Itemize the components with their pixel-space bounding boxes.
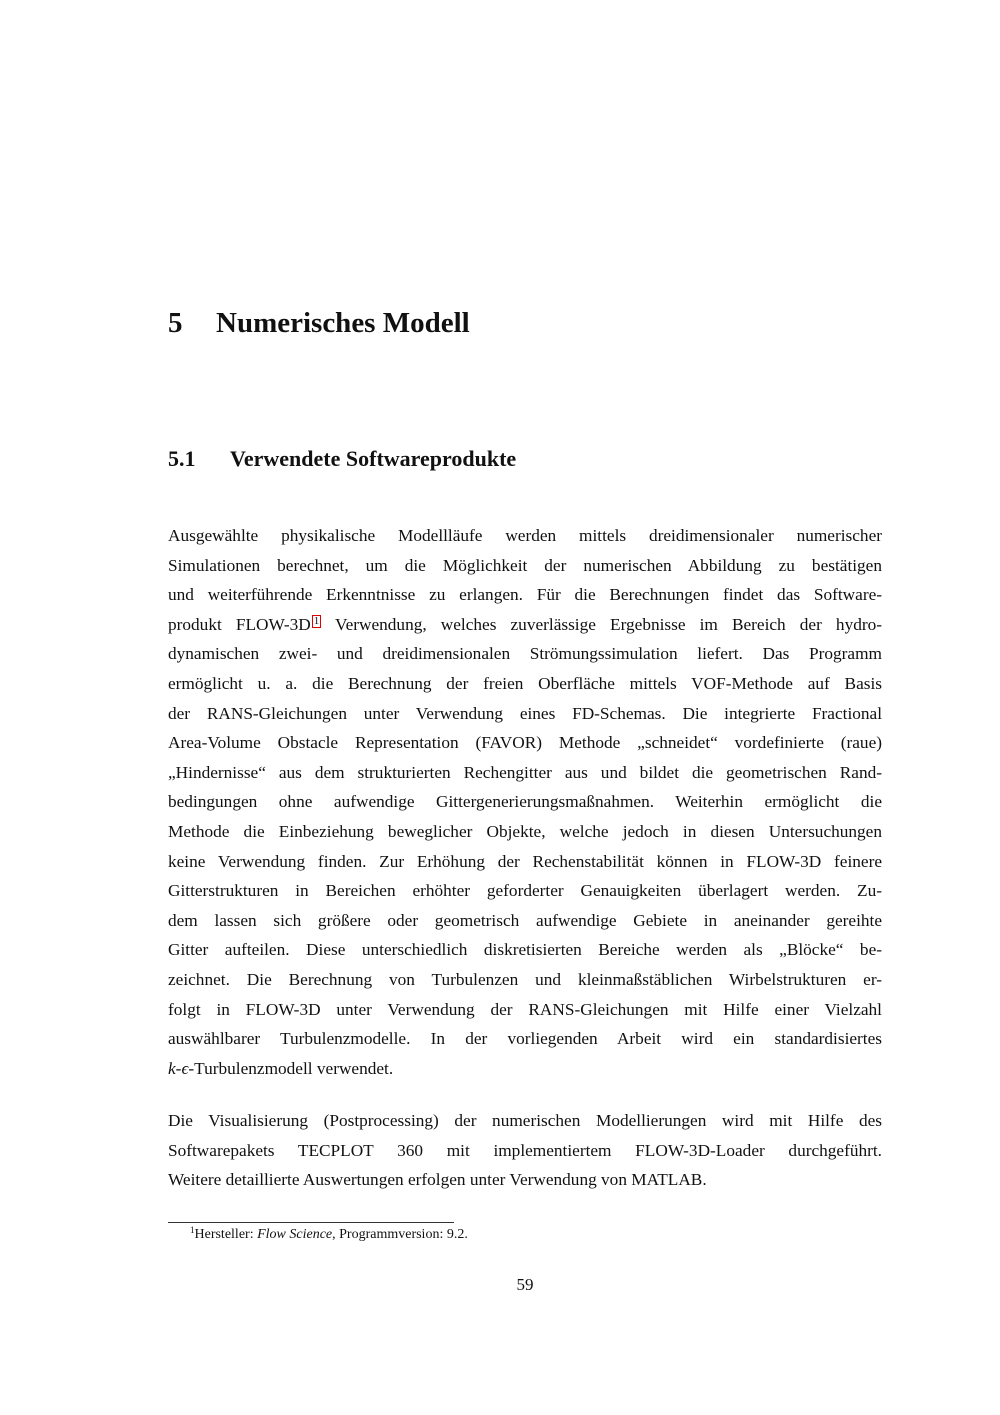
text-line: Simulationen berechnet, um die Möglichkeit der numerischen Abbildung zu bestätigen <box>168 555 882 575</box>
section-heading <box>168 443 516 475</box>
text-segment: -Turbulenzmodell verwendet. <box>188 1058 394 1078</box>
math-hyphen: - <box>175 1058 182 1078</box>
chapter-title: Numerisches Modell <box>216 307 470 339</box>
page-number: 59 <box>516 1275 534 1294</box>
math-symbol-epsilon: ϵ <box>181 1058 189 1078</box>
body-paragraph-1 <box>168 521 882 1083</box>
text-line-last <box>168 1054 882 1084</box>
text-segment: produkt FLOW-3D <box>168 614 311 634</box>
footnote-suffix: , Programmversion: 9.2. <box>332 1227 468 1242</box>
text-segment: Verwendung, welches zuverlässige Ergebnisse im Bereich der hydro- <box>321 614 882 634</box>
text-line: zeichnet. Die Berechnung von Turbulenzen und kleinmaßstäblichen Wirbelstrukturen er- <box>168 969 882 989</box>
footnote-company: Flow Science <box>257 1227 333 1242</box>
footnote-link[interactable]: 1 <box>313 614 320 627</box>
math-symbol-k: k <box>168 1058 176 1078</box>
chapter-number: 5 <box>168 307 183 339</box>
text-line: Die Visualisierung (Postprocessing) der numerischen Modellierungen wird mit Hilfe des <box>168 1111 882 1130</box>
footnote-prefix: Hersteller: <box>194 1227 258 1242</box>
text-line: der RANS-Gleichungen unter Verwendung eines FD-Schemas. Die integrierte Fractional <box>168 703 882 723</box>
footnote-divider <box>168 1222 454 1223</box>
text-line: Ausgewählte physikalische Modellläufe werden mittels dreidimensionaler numerischer <box>168 526 882 545</box>
body-paragraph-2 <box>168 1106 882 1195</box>
text-line: dem lassen sich größere oder geometrisch aufwendige Gebiete in aneinander gereihte <box>168 910 882 930</box>
text-line: ermöglicht u. a. die Berechnung der freien Oberfläche mittels VOF-Methode auf Basis <box>168 673 882 693</box>
text-line: Gitter aufteilen. Diese unterschiedlich diskretisierten Bereiche werden als „Blöcke“ be- <box>168 940 882 960</box>
text-line: Area-Volume Obstacle Representation (FAVOR) Methode „schneidet“ vordefinierte (raue) <box>168 733 882 753</box>
footnote-number: 1 <box>190 1225 195 1235</box>
section-title: Verwendete Softwareprodukte <box>230 446 517 471</box>
text-line: Methode die Einbeziehung beweglicher Objekte, welche jedoch in diesen Untersuchungen <box>168 821 882 841</box>
text-line: „Hindernisse“ aus dem strukturierten Rechengitter aus und bildet die geometrischen Rand- <box>168 762 882 782</box>
text-line-last: Weitere detaillierte Auswertungen erfolgen unter Verwendung von MATLAB. <box>168 1170 707 1190</box>
text-line: und weiterführende Erkenntnisse zu erlangen. Für die Berechnungen findet das Software- <box>168 585 882 605</box>
text-line: Softwarepakets TECPLOT 360 mit implementiertem FLOW-3D-Loader durchgeführt. <box>168 1140 882 1160</box>
section-number: 5.1 <box>168 446 196 471</box>
text-line: bedingungen ohne aufwendige Gittergenerierungsmaßnahmen. Weiterhin ermöglicht die <box>168 792 882 812</box>
text-line: auswählbarer Turbulenzmodelle. In der vorliegenden Arbeit wird ein standardisiertes <box>168 1029 882 1049</box>
chapter-heading <box>168 303 470 343</box>
text-line: keine Verwendung finden. Zur Erhöhung der Rechenstabilität können in FLOW-3D feinere <box>168 851 882 871</box>
text-line: Gitterstrukturen in Bereichen erhöhter geforderter Genauigkeiten überlagert werden. Zu- <box>168 881 882 901</box>
text-line: dynamischen zwei- und dreidimensionalen Strömungssimulation liefert. Das Programm <box>168 644 882 664</box>
text-line: folgt in FLOW-3D unter Verwendung der RANS-Gleichungen mit Hilfe einer Vielzahl <box>168 999 882 1019</box>
text-line-with-footnote <box>168 610 882 640</box>
footnote <box>190 1226 468 1244</box>
